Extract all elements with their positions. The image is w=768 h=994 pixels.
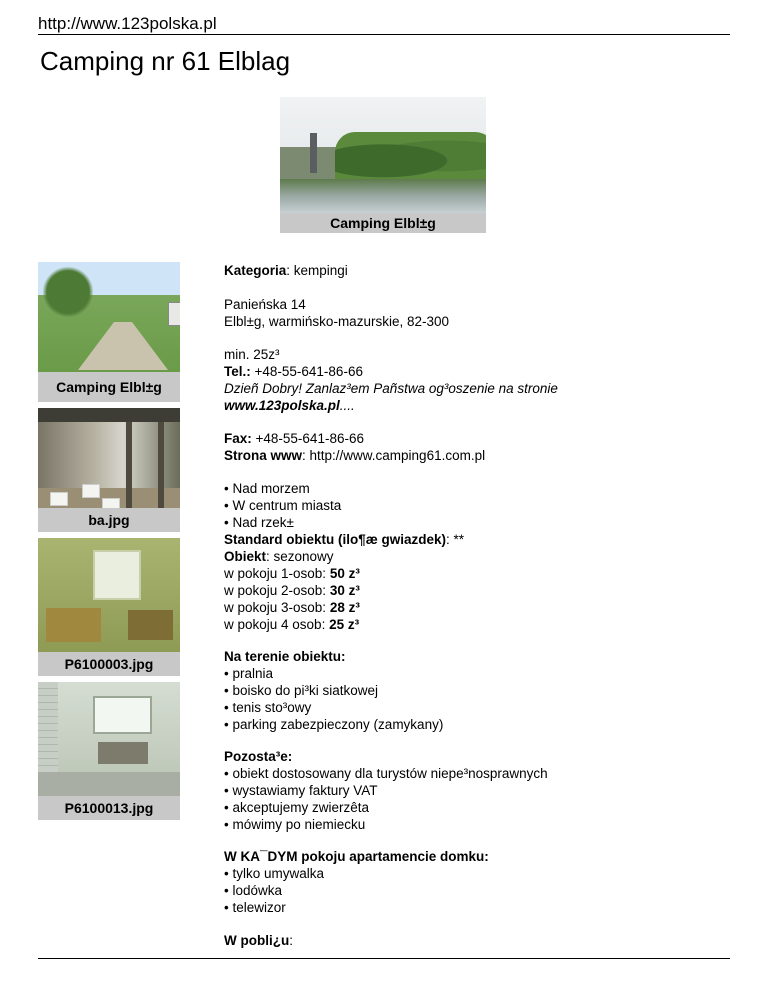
location-feature: • Nad rzek± <box>224 515 294 530</box>
promo-text: Dzieñ Dobry! Zanlaz³em Pañstwa og³oszenie na stronie <box>224 381 558 396</box>
room-photo-2[interactable] <box>38 682 180 796</box>
nearby-label: W pobli¿u <box>224 933 290 948</box>
www-value[interactable]: : http://www.camping61.com.pl <box>302 448 486 463</box>
pozostale-block <box>224 748 548 833</box>
room-photo-1-caption: P6100003.jpg <box>38 652 180 676</box>
pozostale-item: • mówimy po niemiecku <box>224 817 366 832</box>
contact-block <box>224 346 558 414</box>
obiekt-value: : sezonowy <box>266 549 334 564</box>
address-street: Panieńska 14 <box>224 297 306 312</box>
room-price-label: w pokoju 4 osob: <box>224 617 330 632</box>
fax-value: +48-55-641-86-66 <box>251 431 364 446</box>
category-label: Kategoria <box>224 263 287 278</box>
location-feature: • Nad morzem <box>224 481 310 496</box>
room-photo-1[interactable] <box>38 538 180 652</box>
bottom-divider <box>38 958 730 959</box>
fax-www-block <box>224 430 485 464</box>
room-price-value: 30 z³ <box>329 583 360 598</box>
teren-item: • parking zabezpieczony (zamykany) <box>224 717 444 732</box>
details-block <box>224 480 464 633</box>
tel-value: +48-55-641-86-66 <box>250 364 363 379</box>
promo-site[interactable]: www.123polska.pl <box>224 398 340 413</box>
main-photo-caption: Camping Elbl±g <box>280 213 486 233</box>
standard-label: Standard obiektu (ilo¶æ gwiazdek) <box>224 532 447 547</box>
teren-block <box>224 648 443 733</box>
room-price-value: 50 z³ <box>329 566 360 581</box>
room-price-value: 25 z³ <box>329 617 360 632</box>
room-amenity-item: • lodówka <box>224 883 283 898</box>
porch-photo-caption: ba.jpg <box>38 508 180 532</box>
pozostale-item: • wystawiamy faktury VAT <box>224 783 378 798</box>
www-label: Strona www <box>224 448 303 463</box>
pozostale-heading: Pozosta³e: <box>224 749 293 764</box>
nearby-colon: : <box>289 933 293 948</box>
site-url[interactable]: http://www.123polska.pl <box>38 14 217 33</box>
room-amenity-item: • telewizor <box>224 900 286 915</box>
teren-item: • boisko do pi³ki siatkowej <box>224 683 379 698</box>
camping-photo[interactable] <box>38 262 180 372</box>
room-amenities-block <box>224 848 489 916</box>
obiekt-label: Obiekt <box>224 549 267 564</box>
location-feature: • W centrum miasta <box>224 498 342 513</box>
teren-item: • tenis sto³owy <box>224 700 312 715</box>
room-price-label: w pokoju 2-osob: <box>224 583 330 598</box>
main-photo[interactable] <box>280 97 486 213</box>
promo-ellipsis: .... <box>339 398 355 413</box>
address-city: Elbl±g, warmińsko-mazurskie, 82-300 <box>224 314 449 329</box>
nearby-line <box>224 932 293 949</box>
fax-label: Fax: <box>224 431 252 446</box>
address-block <box>224 296 449 330</box>
category-value: : kempingi <box>286 263 348 278</box>
tel-label: Tel.: <box>224 364 251 379</box>
porch-photo[interactable] <box>38 408 180 522</box>
teren-heading: Na terenie obiektu: <box>224 649 346 664</box>
camping-photo-caption: Camping Elbl±g <box>38 372 180 402</box>
page-title: Camping nr 61 Elblag <box>40 46 291 76</box>
price-min: min. 25z³ <box>224 347 280 362</box>
room-amenity-item: • tylko umywalka <box>224 866 325 881</box>
pozostale-item: • akceptujemy zwierzêta <box>224 800 370 815</box>
room-amenities-heading: W KA¯DYM pokoju apartamencie domku: <box>224 849 489 864</box>
room-price-label: w pokoju 1-osob: <box>224 566 330 581</box>
room-price-label: w pokoju 3-osob: <box>224 600 330 615</box>
pozostale-item: • obiekt dostosowany dla turystów niepe³nosprawnych <box>224 766 548 781</box>
category-line <box>224 262 348 279</box>
room-photo-2-caption: P6100013.jpg <box>38 796 180 820</box>
standard-value: : ** <box>446 532 465 547</box>
room-price-value: 28 z³ <box>329 600 360 615</box>
top-divider <box>38 34 730 35</box>
teren-item: • pralnia <box>224 666 274 681</box>
